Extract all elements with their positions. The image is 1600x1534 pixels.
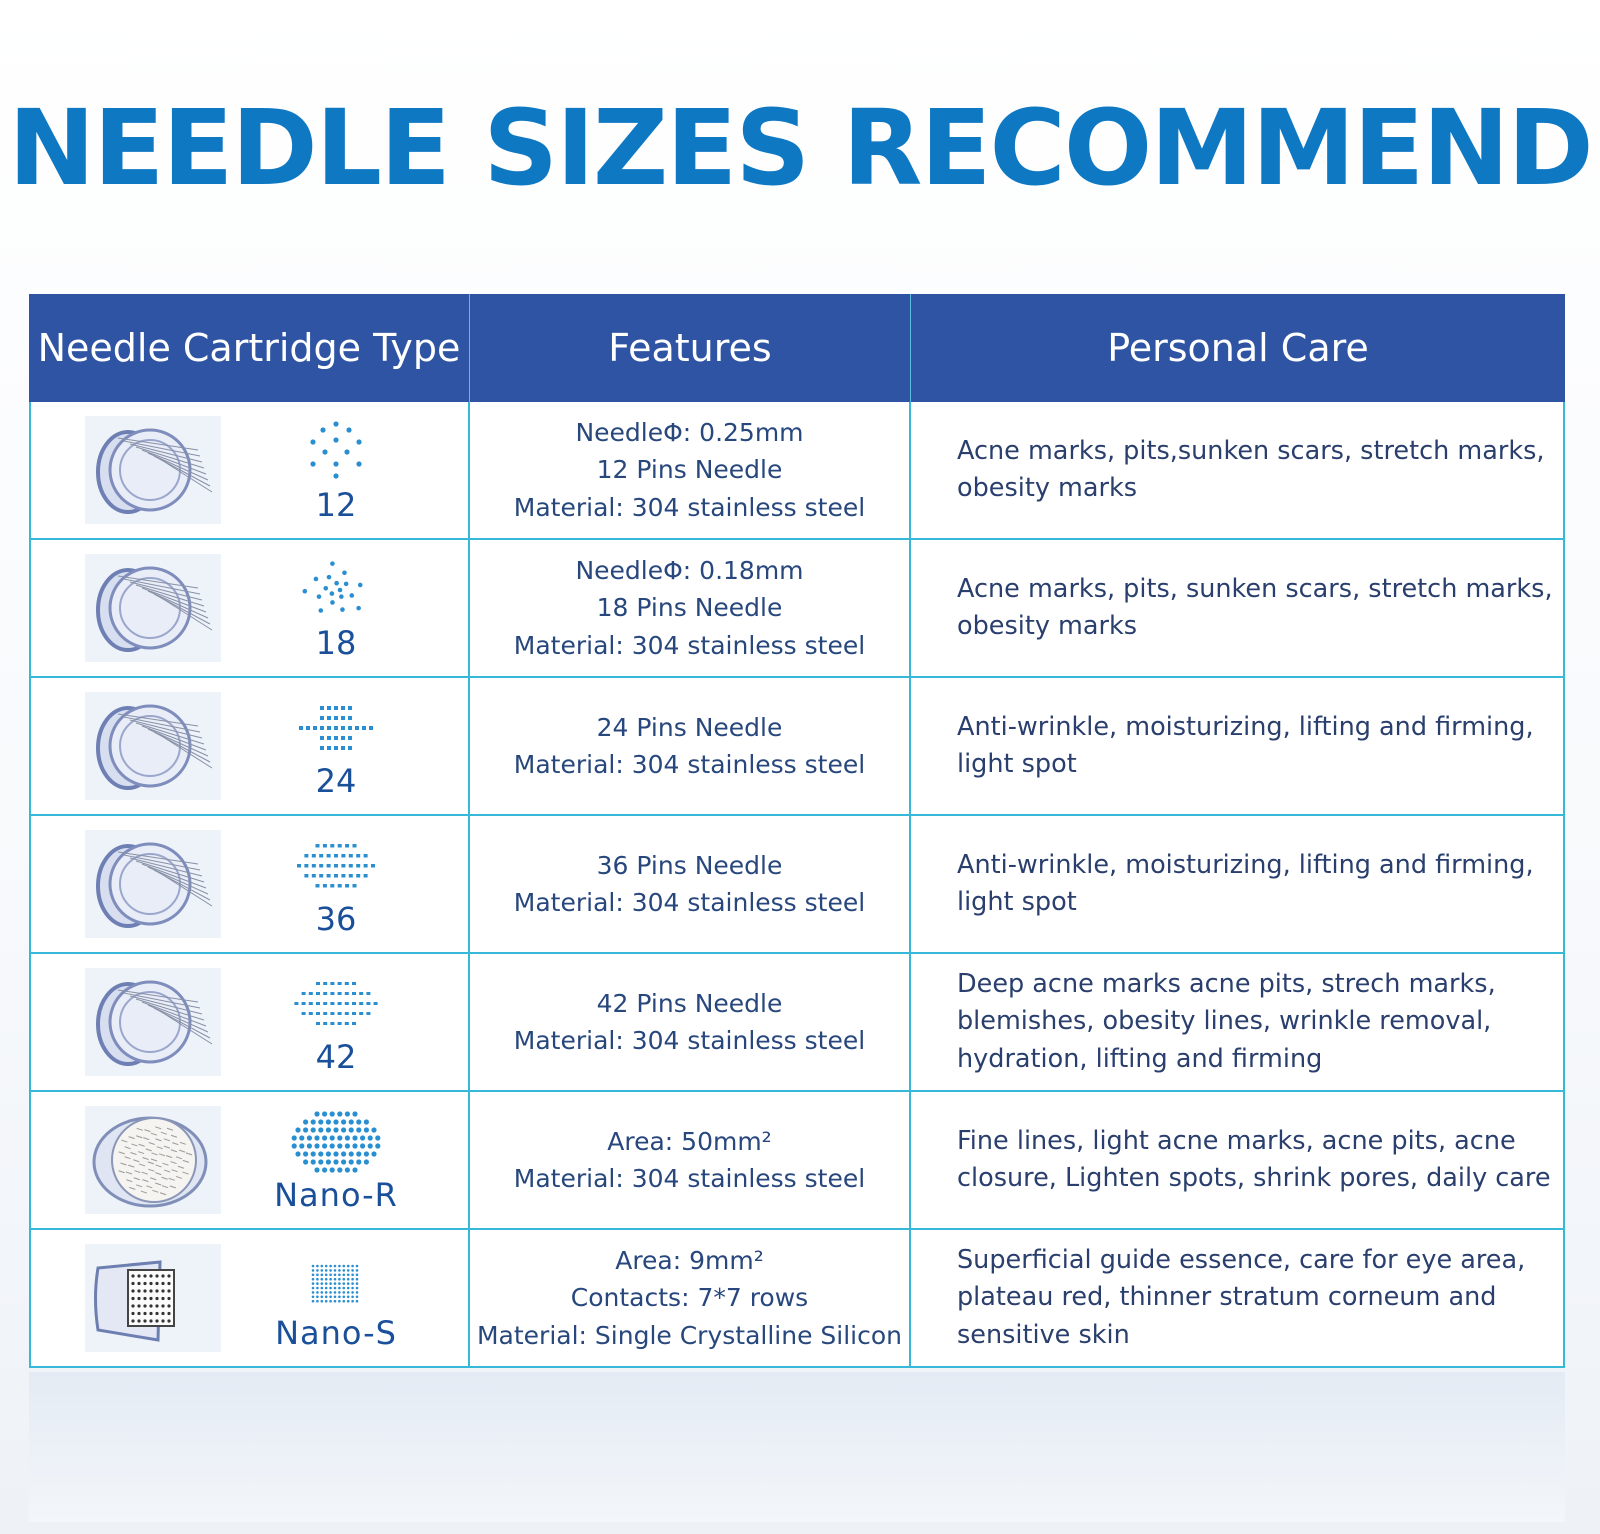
care-line: light spot: [957, 749, 1077, 779]
personal-care-cell: [911, 1092, 1563, 1228]
care-line: Fine lines, light acne marks, acne pits, acne: [957, 1125, 1516, 1156]
cartridge-type-cell: [31, 1230, 470, 1366]
needle-pattern: [261, 1106, 411, 1214]
table-body: [29, 402, 1565, 1368]
table-row: [29, 816, 1565, 954]
cartridge-type-cell: [31, 954, 470, 1090]
features-cell: [470, 540, 911, 676]
needle-pattern: [261, 968, 411, 1076]
feature-line: NeedleΦ: 0.25mm: [575, 417, 804, 447]
personal-care-cell: [911, 678, 1563, 814]
needle-pattern-icon: [281, 1106, 391, 1176]
feature-line: Material: 304 stainless steel: [513, 1026, 866, 1055]
personal-care-cell: [911, 1230, 1563, 1366]
personal-care-cell: [911, 540, 1563, 676]
needle-pattern-icon: [281, 968, 391, 1038]
cartridge-type-label: 24: [315, 762, 357, 800]
care-line: Deep acne marks acne pits, strech marks,: [957, 968, 1496, 999]
care-line: light spot: [957, 887, 1077, 917]
features-cell: [470, 954, 911, 1090]
cartridge-type-cell: [31, 816, 470, 952]
cartridge-type-label: 18: [315, 624, 357, 662]
cartridge-type-cell: [31, 540, 470, 676]
cartridge-type-label: Nano-S: [275, 1314, 397, 1352]
feature-line: 18 Pins Needle: [596, 593, 783, 623]
table-row: [29, 1092, 1565, 1230]
cartridge-image: [85, 968, 221, 1076]
features-cell: [470, 816, 911, 952]
feature-line: Material: Single Crystalline Silicon: [476, 1320, 902, 1350]
feature-line: Material: 304 stainless steel: [513, 630, 866, 660]
feature-line: Material: 304 stainless steel: [513, 492, 866, 522]
features-cell: [470, 402, 911, 538]
care-line: hydration, lifting and firming: [957, 1043, 1323, 1074]
cartridge-image: [85, 1244, 221, 1352]
personal-care-cell: [911, 954, 1563, 1090]
feature-line: 42 Pins Needle: [596, 988, 783, 1018]
feature-line: Contacts: 7*7 rows: [570, 1283, 809, 1313]
feature-line: Material: 304 stainless steel: [513, 888, 866, 917]
care-line: Superficial guide essence, care for eye area,: [957, 1244, 1526, 1275]
cartridge-image: [85, 692, 221, 800]
needle-pattern: [261, 554, 411, 662]
care-line: obesity marks: [957, 611, 1138, 641]
table-row: [29, 540, 1565, 678]
care-line: Acne marks, pits,sunken scars, stretch marks,: [957, 435, 1545, 466]
care-line: Anti-wrinkle, moisturizing, lifting and firming,: [957, 849, 1534, 880]
bottom-band: [29, 1372, 1565, 1522]
table-row: [29, 1230, 1565, 1368]
table-row: [29, 954, 1565, 1092]
feature-line: 24 Pins Needle: [596, 712, 783, 742]
care-line: sensitive skin: [957, 1319, 1130, 1350]
cartridge-type-cell: [31, 1092, 470, 1228]
feature-line: Area: 9mm²: [615, 1245, 764, 1275]
feature-line: 36 Pins Needle: [596, 850, 783, 880]
features-cell: [470, 1230, 911, 1366]
table-row: [29, 678, 1565, 816]
feature-line: Material: 304 stainless steel: [513, 750, 866, 779]
needle-pattern: [261, 1244, 411, 1352]
cartridge-type-label: 12: [315, 486, 357, 524]
care-line: plateau red, thinner stratum corneum and: [957, 1282, 1497, 1313]
cartridge-type-label: 36: [315, 900, 357, 938]
page-title: NEEDLE SIZES RECOMMEND: [8, 87, 1592, 209]
features-cell: [470, 678, 911, 814]
needle-pattern: [261, 830, 411, 938]
personal-care-cell: [911, 816, 1563, 952]
needle-pattern-icon: [281, 1244, 391, 1314]
cartridge-type-label: 42: [315, 1038, 357, 1076]
feature-line: Area: 50mm²: [607, 1126, 772, 1156]
personal-care-cell: [911, 402, 1563, 538]
cartridge-type-cell: [31, 678, 470, 814]
care-line: Acne marks, pits, sunken scars, stretch marks,: [957, 573, 1553, 604]
needle-pattern: [261, 416, 411, 524]
cartridge-type-cell: [31, 402, 470, 538]
header-cartridge-type: Needle Cartridge Type: [29, 294, 470, 402]
feature-line: Material: 304 stainless steel: [513, 1164, 866, 1193]
care-line: blemishes, obesity lines, wrinkle removal,: [957, 1006, 1492, 1037]
needle-pattern-icon: [281, 692, 391, 762]
table-header: [29, 294, 1565, 402]
cartridge-type-label: Nano-R: [274, 1176, 398, 1214]
cartridge-image: [85, 1106, 221, 1214]
needle-pattern-icon: [281, 554, 391, 624]
header-features: Features: [470, 294, 911, 402]
cartridge-image: [85, 830, 221, 938]
needle-pattern-icon: [281, 830, 391, 900]
care-line: closure, Lighten spots, shrink pores, daily care: [957, 1163, 1551, 1193]
header-personal-care: Personal Care: [1107, 326, 1369, 370]
care-line: obesity marks: [957, 473, 1138, 503]
needle-pattern-icon: [281, 416, 391, 486]
cartridge-image: [85, 416, 221, 524]
cartridge-image: [85, 554, 221, 662]
table-row: [29, 402, 1565, 540]
feature-line: NeedleΦ: 0.18mm: [575, 555, 804, 585]
care-line: Anti-wrinkle, moisturizing, lifting and firming,: [957, 711, 1534, 742]
needle-table: [29, 294, 1565, 1368]
features-cell: [470, 1092, 911, 1228]
needle-pattern: [261, 692, 411, 800]
feature-line: 12 Pins Needle: [596, 455, 783, 485]
